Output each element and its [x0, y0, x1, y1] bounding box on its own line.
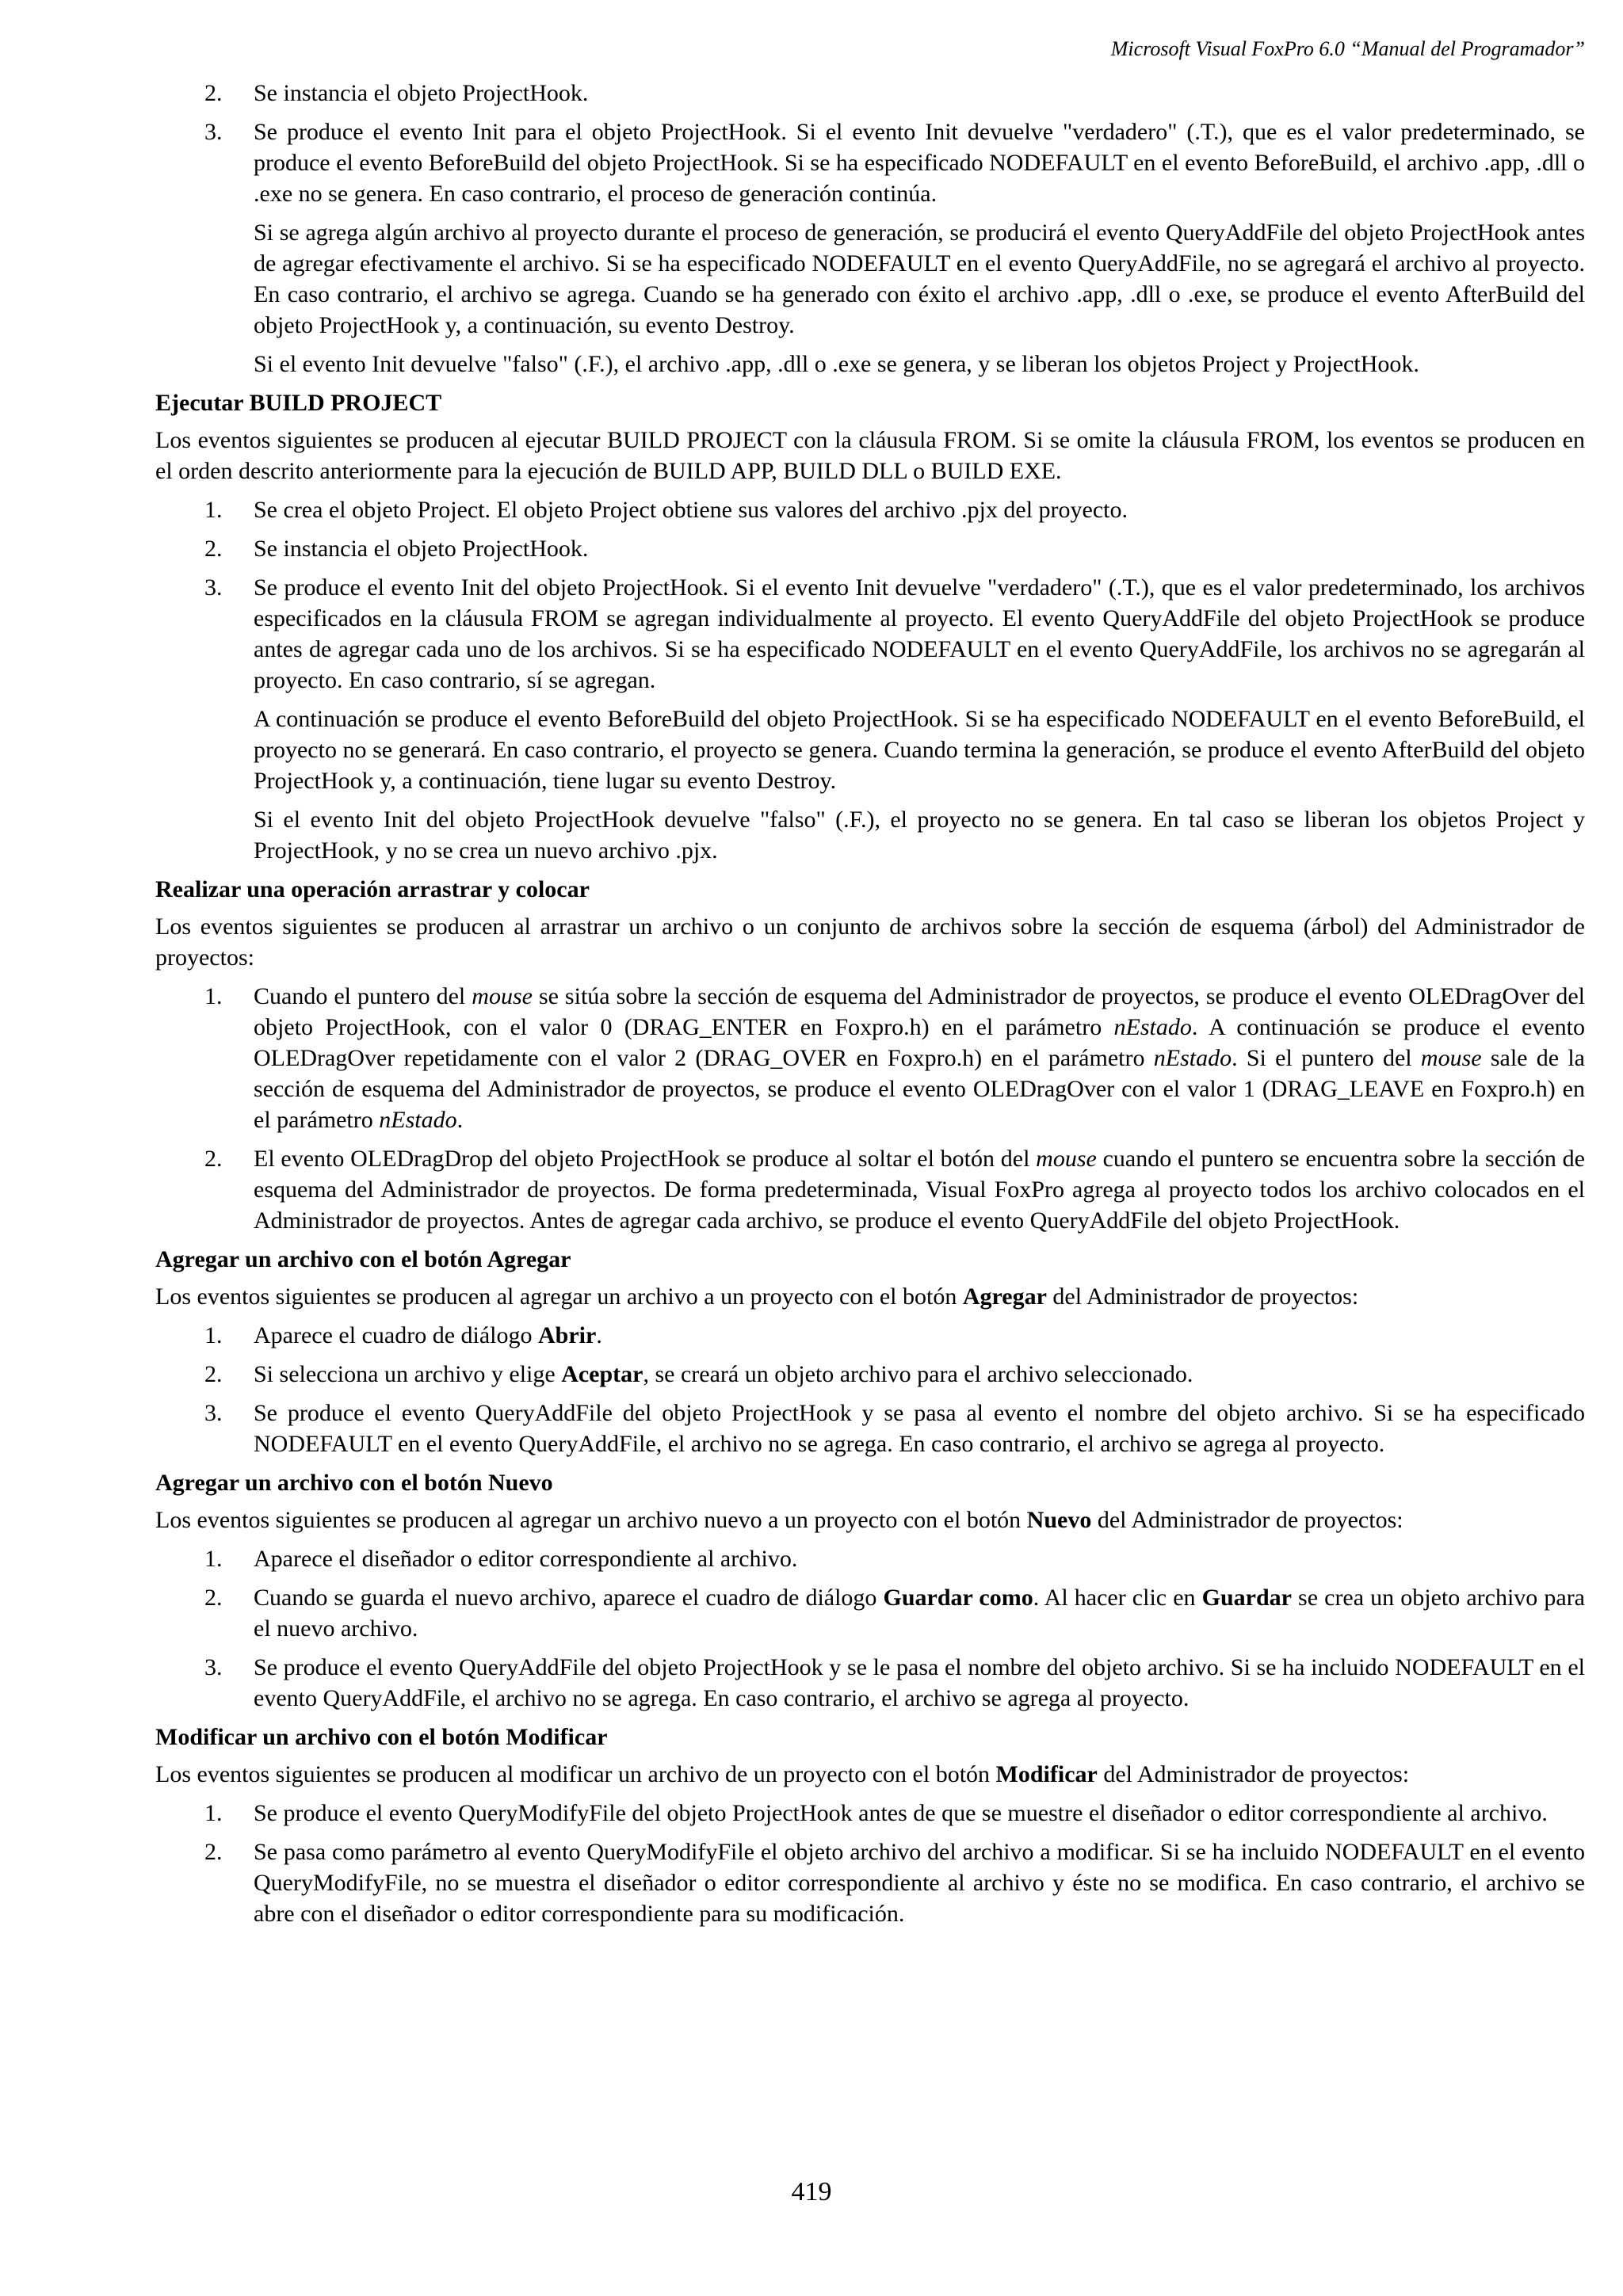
item-number: 1. [204, 1322, 223, 1348]
list-item [155, 1398, 1585, 1459]
section-heading: Ejecutar BUILD PROJECT [155, 390, 442, 416]
item-number: 1. [204, 983, 223, 1009]
section-intro: Los eventos siguientes se producen al modificar un archivo de un proyecto con el botón Modificar del Administrador de proyectos: [155, 1761, 1410, 1787]
section-intro: Los eventos siguientes se producen al agregar un archivo nuevo a un proyecto con el botón Nuevo del Administrador de proyectos: [155, 1507, 1403, 1533]
list-item [155, 1582, 1585, 1644]
item-number: 3. [204, 119, 223, 145]
list-item [155, 1798, 1585, 1829]
numbered-list [155, 1543, 1585, 1714]
item-number: 3. [204, 1654, 223, 1680]
item-text: Se pasa como parámetro al evento QueryModifyFile el objeto archivo del archivo a modificar. Si se ha incluido NODEFAULT en el evento QueryModifyFile, no se muestra el diseñador o editor correspondiente al archivo y éste no se modifica. En caso contrario, el archivo se abre con el diseñador o editor correspondiente para su modificación. [254, 1839, 1585, 1927]
section-heading: Agregar un archivo con el botón Agregar [155, 1246, 571, 1272]
item-text: Se produce el evento QueryModifyFile del objeto ProjectHook antes de que se muestre el diseñador o editor correspondiente al archivo. [254, 1800, 1548, 1826]
item-text: Aparece el diseñador o editor correspondiente al archivo. [254, 1546, 798, 1572]
item-number: 2. [204, 536, 223, 562]
list-item [155, 981, 1585, 1135]
item-number: 2. [204, 1585, 223, 1611]
item-number: 1. [204, 1546, 223, 1572]
item-text: Cuando el puntero del mouse se sitúa sobre la sección de esquema del Administrador de proyectos, se produce el evento OLEDragOver del objeto ProjectHook, con el valor 0 (DRAG_ENTER en Foxpro.h) en el parámetro nEstado. A continuación se produce el evento OLEDragOver repetidamente con el valor 2 (DRAG_OVER en Foxpro.h) en el parámetro nEstado. Si el puntero del mouse sale de la sección de esquema del Administrador de proyectos, se produce el evento OLEDragOver con el valor 1 (DRAG_LEAVE en Foxpro.h) en el parámetro nEstado. [254, 983, 1586, 1133]
list-item [155, 572, 1585, 696]
numbered-list [155, 1798, 1585, 1929]
item-number: 2. [204, 80, 223, 106]
section-heading: Modificar un archivo con el botón Modificar [155, 1724, 608, 1750]
item-text: Si selecciona un archivo y elige Aceptar, se creará un objeto archivo para el archivo seleccionado. [254, 1361, 1193, 1387]
item-number: 1. [204, 497, 223, 523]
list-item [155, 1359, 1585, 1390]
numbered-list [155, 1320, 1585, 1459]
item-text: Se instancia el objeto ProjectHook. [254, 536, 589, 562]
section-intro: Los eventos siguientes se producen al ejecutar BUILD PROJECT con la cláusula FROM. Si se omite la cláusula FROM, los eventos se producen en el orden descrito anteriormente para la ejecución de BUILD APP, BUILD DLL o BUILD EXE. [155, 427, 1585, 484]
list-continuation: A continuación se produce el evento BeforeBuild del objeto ProjectHook. Si se ha especificado NODEFAULT en el evento BeforeBuild, el proyecto no se generará. En caso contrario, el proyecto se genera. Cuando termina la generación, se produce el evento AfterBuild del objeto ProjectHook y, a continuación, tiene lugar su evento Destroy. [254, 706, 1585, 794]
item-text: Cuando se guarda el nuevo archivo, aparece el cuadro de diálogo Guardar como. Al hacer clic en Guardar se crea un objeto archivo para el nuevo archivo. [254, 1585, 1586, 1642]
list-item [155, 533, 1585, 564]
item-number: 2. [204, 1839, 223, 1865]
list-continuation: Si el evento Init devuelve "falso" (.F.), el archivo .app, .dll o .exe se genera, y se liberan los objetos Project y ProjectHook. [254, 351, 1419, 377]
section-heading: Realizar una operación arrastrar y colocar [155, 876, 590, 902]
numbered-list [155, 494, 1585, 866]
running-header: Microsoft Visual FoxPro 6.0 “Manual del Programador” [1110, 37, 1585, 60]
page-content [155, 78, 1585, 1937]
item-number: 3. [204, 574, 223, 601]
list-item [155, 494, 1585, 525]
list-item [155, 1143, 1585, 1236]
section-intro: Los eventos siguientes se producen al agregar un archivo a un proyecto con el botón Agregar del Administrador de proyectos: [155, 1283, 1359, 1310]
list-item [155, 78, 1585, 109]
item-text: Se produce el evento Init para el objeto ProjectHook. Si el evento Init devuelve "verdadero" (.T.), que es el valor predeterminado, se produce el evento BeforeBuild del objeto ProjectHook. Si se ha especificado NODEFAULT en el evento BeforeBuild, el archivo .app, .dll o .exe no se genera. En caso contrario, el proceso de generación continúa. [254, 119, 1585, 207]
item-number: 2. [204, 1361, 223, 1387]
item-text: Aparece el cuadro de diálogo Abrir. [254, 1322, 602, 1348]
item-text: Se produce el evento Init del objeto ProjectHook. Si el evento Init devuelve "verdadero" (.T.), que es el valor predeterminado, los archivos especificados en la cláusula FROM se agregan individualmente al proyecto. El evento QueryAddFile del objeto ProjectHook se produce antes de agregar cada uno de los archivos. Si se ha especificado NODEFAULT en el evento QueryAddFile, los archivos no se agregarán al proyecto. En caso contrario, sí se agregan. [254, 574, 1585, 693]
item-text: Se crea el objeto Project. El objeto Project obtiene sus valores del archivo .pjx del proyecto. [254, 497, 1128, 523]
item-number: 1. [204, 1800, 223, 1826]
list-item [155, 116, 1585, 209]
list-item [155, 1652, 1585, 1714]
item-number: 3. [204, 1400, 223, 1426]
intro-numbered-list [155, 78, 1585, 379]
page-number: 419 [791, 2177, 832, 2206]
item-text: Se instancia el objeto ProjectHook. [254, 80, 589, 106]
list-continuation: Si el evento Init del objeto ProjectHook devuelve "falso" (.F.), el proyecto no se genera. En tal caso se liberan los objetos Project y ProjectHook, y no se crea un nuevo archivo .pjx. [254, 807, 1585, 864]
numbered-list [155, 981, 1585, 1236]
section-heading: Agregar un archivo con el botón Nuevo [155, 1470, 553, 1496]
item-text: Se produce el evento QueryAddFile del objeto ProjectHook y se pasa al evento el nombre del objeto archivo. Si se ha especificado NODEFAULT en el evento QueryAddFile, el archivo no se agrega. En caso contrario, el archivo se agrega al proyecto. [254, 1400, 1585, 1457]
list-item [155, 1543, 1585, 1574]
item-text: El evento OLEDragDrop del objeto ProjectHook se produce al soltar el botón del mouse cuando el puntero se encuentra sobre la sección de esquema del Administrador de proyectos. De forma predeterminada, Visual FoxPro agrega al proyecto todos los archivo colocados en el Administrador de proyectos. Antes de agregar cada archivo, se produce el evento QueryAddFile del objeto ProjectHook. [254, 1146, 1585, 1234]
section-intro: Los eventos siguientes se producen al arrastrar un archivo o un conjunto de archivos sobre la sección de esquema (árbol) del Administrador de proyectos: [155, 913, 1585, 971]
item-number: 2. [204, 1146, 223, 1172]
list-item [155, 1836, 1585, 1929]
item-text: Se produce el evento QueryAddFile del objeto ProjectHook y se le pasa el nombre del objeto archivo. Si se ha incluido NODEFAULT en el evento QueryAddFile, el archivo no se agrega. En caso contrario, el archivo se agrega al proyecto. [254, 1654, 1585, 1711]
list-item [155, 1320, 1585, 1351]
list-continuation: Si se agrega algún archivo al proyecto durante el proceso de generación, se producirá el evento QueryAddFile del objeto ProjectHook antes de agregar efectivamente el archivo. Si se ha especificado NODEFAULT en el evento QueryAddFile, no se agregará el archivo al proyecto. En caso contrario, el archivo se agrega. Cuando se ha generado con éxito el archivo .app, .dll o .exe, se produce el evento AfterBuild del objeto ProjectHook y, a continuación, su evento Destroy. [254, 219, 1585, 338]
